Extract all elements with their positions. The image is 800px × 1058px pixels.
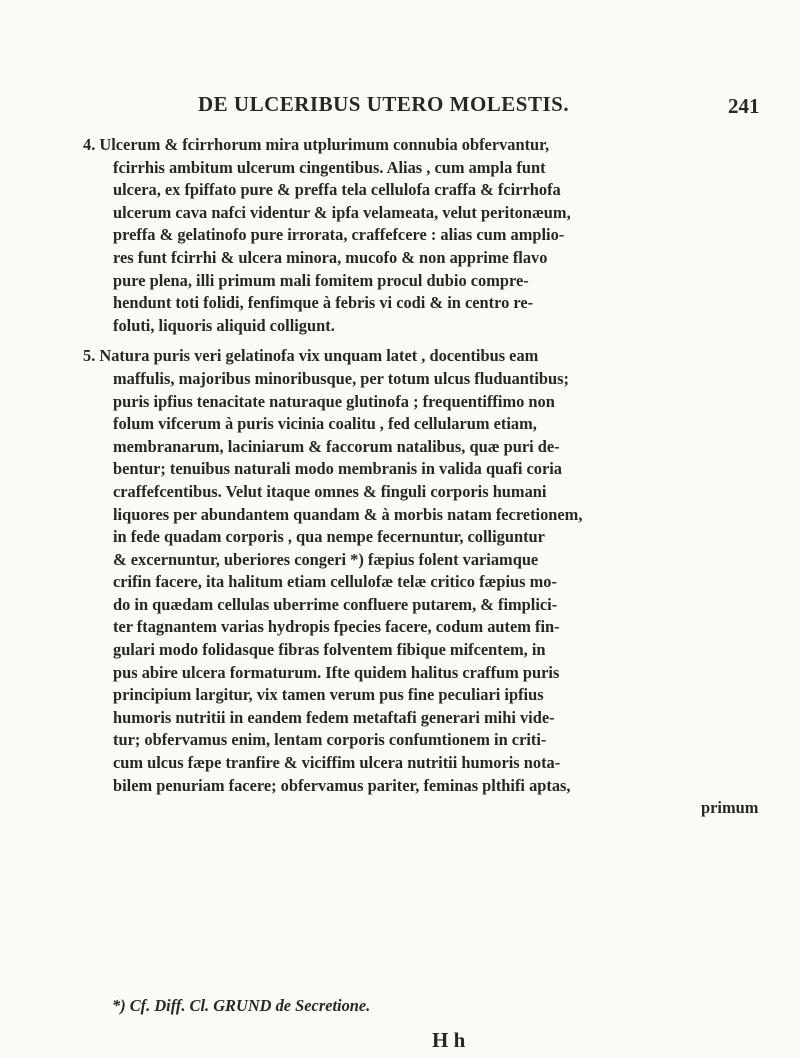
text-line: humoris nutritii in eandem fedem metaftafi generari mihi vide-	[113, 707, 555, 727]
text-line: bilem penuriam facere; obfervamus pariter, feminas plthifi aptas,	[113, 775, 571, 795]
paragraph-4	[83, 134, 763, 337]
text-line: gulari modo folidasque fibras folventem fibique mifcentem, in	[113, 640, 546, 660]
text-line: principium largitur, vix tamen verum pus fine peculiari ipfius	[113, 685, 544, 705]
running-head: DE ULCERIBUS UTERO MOLESTIS.	[198, 92, 570, 116]
catchword-line	[83, 797, 763, 820]
paragraph-spacer	[83, 337, 763, 345]
text-line: 4. Ulcerum & fcirrhorum mira utplurimum connubia obfervantur,	[83, 135, 550, 154]
text-line: res funt fcirrhi & ulcera minora, mucofo & non apprime flavo	[113, 247, 548, 267]
paragraph-5	[83, 345, 763, 819]
text-line: ulcerum cava nafci videntur & ipfa velameata, velut peritonæum,	[113, 202, 571, 222]
text-line: foluti, liquoris aliquid colligunt.	[113, 315, 335, 335]
text-line: maffulis, majoribus minoribusque, per totum ulcus fluduantibus;	[113, 368, 569, 388]
page-number: 241	[728, 94, 760, 118]
footnote: *) Cf. Diff. Cl. GRUND de Secretione.	[112, 996, 371, 1015]
body-text	[83, 134, 763, 820]
text-line: membranarum, laciniarum & faccorum natalibus, quæ puri de-	[113, 436, 560, 456]
text-line: do in quædam cellulas uberrime confluere putarem, & fimplici-	[113, 594, 558, 614]
text-line: craffefcentibus. Velut itaque omnes & finguli corporis humani	[113, 481, 547, 501]
text-line: puris ipfius tenacitate naturaque glutinofa ; frequentiffimo non	[113, 391, 555, 411]
text-line: fcirrhis ambitum ulcerum cingentibus. Alias , cum ampla funt	[113, 157, 546, 177]
text-line: cum ulcus fæpe tranfire & viciffim ulcera nutritii humoris nota-	[113, 753, 561, 773]
signature-mark: H h	[432, 1028, 466, 1052]
text-line: hendunt toti folidi, fenfimque à febris vi codi & in centro re-	[113, 293, 534, 313]
text-line: ter ftagnantem varias hydropis fpecies facere, codum autem fin-	[113, 617, 560, 637]
text-line: preffa & gelatinofo pure irrorata, craffefcere : alias cum amplio-	[113, 225, 565, 245]
text-line: in fede quadam corporis , qua nempe fecernuntur, colliguntur	[113, 527, 545, 547]
text-line: pure plena, illi primum mali fomitem procul dubio compre-	[113, 270, 529, 290]
text-line: folum vifcerum à puris vicinia coalitu , fed cellularum etiam,	[113, 414, 537, 434]
text-line: & excernuntur, uberiores congeri *) fæpius folent variamque	[113, 549, 539, 569]
text-line: bentur; tenuibus naturali modo membranis in valida quafi coria	[113, 459, 562, 479]
text-line: crifin facere, ita halitum etiam cellulofæ telæ critico fæpius mo-	[113, 572, 557, 592]
text-line: tur; obfervamus enim, lentam corporis confumtionem in criti-	[113, 730, 547, 750]
text-line: liquores per abundantem quandam & à morbis natam fecretionem,	[113, 504, 583, 524]
text-line: ulcera, ex fpiffato pure & preffa tela cellulofa craffa & fcirrhofa	[113, 180, 561, 200]
catchword: primum	[701, 798, 759, 818]
text-line: pus abire ulcera formaturum. Ifte quidem halitus craffum puris	[113, 662, 560, 682]
page-header	[0, 92, 800, 132]
text-line: 5. Natura puris veri gelatinofa vix unquam latet , docentibus eam	[83, 346, 539, 366]
